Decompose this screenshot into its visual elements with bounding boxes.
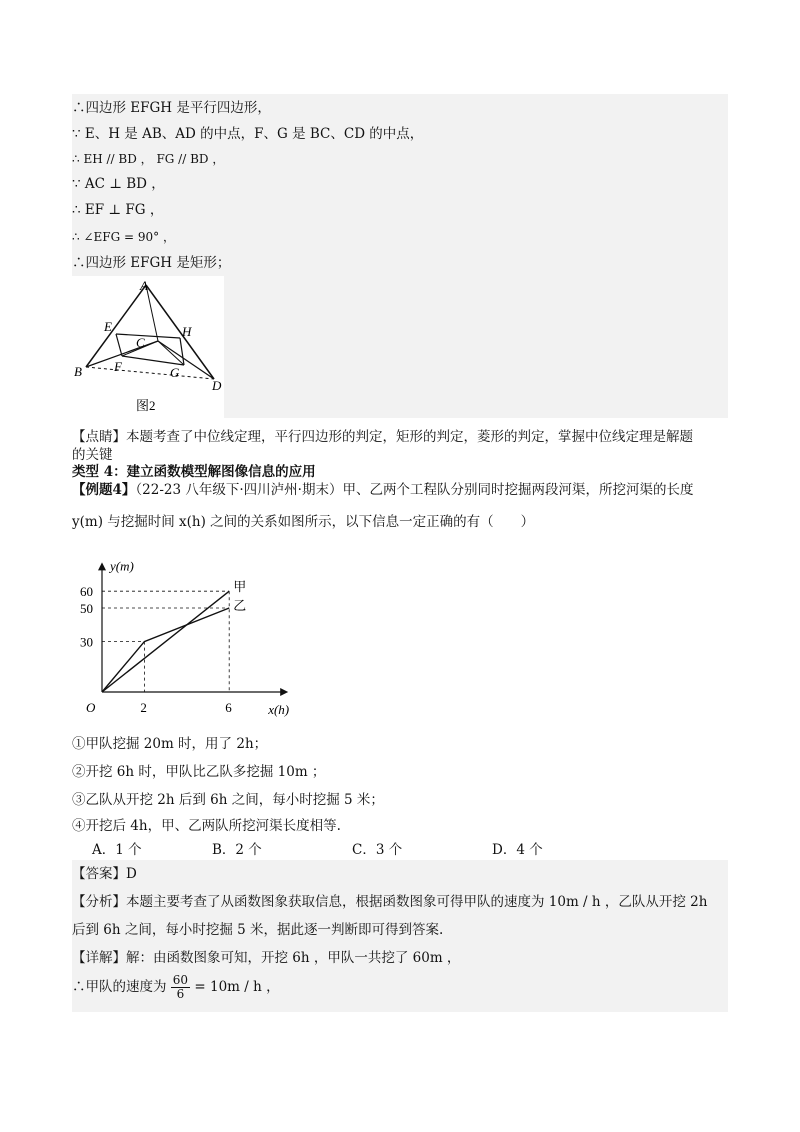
y-axis-label: y(m) <box>110 558 134 574</box>
label-d: D <box>212 378 222 393</box>
choice-a[interactable]: A．1 个 <box>92 842 142 858</box>
series-line-1 <box>102 608 229 692</box>
choice-b[interactable]: B．2 个 <box>212 842 262 858</box>
series-label-0: 甲 <box>233 579 247 595</box>
answer: 【答案】D <box>72 866 137 882</box>
label-e: E <box>104 319 112 334</box>
origin-label: O <box>86 700 96 715</box>
choice-c[interactable]: C．3 个 <box>352 842 403 858</box>
detail-line-2 <box>72 972 280 1002</box>
detail-prefix: ∴甲队的速度为 <box>72 979 167 995</box>
statement-2: ②开挖 6h 时，甲队比乙队多挖掘 10m ； <box>72 764 326 780</box>
proof-line-5: ∴ EF ⊥ FG ， <box>72 202 164 218</box>
example-line-1 <box>72 480 693 500</box>
proof-line-1: ∴四边形 EFGH 是平行四边形， <box>72 100 271 116</box>
figure-caption: 图2 <box>136 398 156 413</box>
proof-line-7: ∴四边形 EFGH 是矩形； <box>72 255 231 271</box>
x-axis-arrow <box>280 688 288 696</box>
x-axis-label: x(h) <box>268 702 290 717</box>
proof-line-4: ∵ AC ⊥ BD ， <box>72 176 165 192</box>
type-heading: 类型 4：建立函数模型解图像信息的应用 <box>72 464 316 480</box>
function-chart <box>72 536 312 726</box>
label-f: F <box>114 359 122 374</box>
y-tick-label-1: 50 <box>80 601 93 616</box>
proof-line-6: ∴ ∠EFG = 90° ， <box>72 230 175 244</box>
example-text-1: （22-23 八年级下·四川泸州·期末）甲、乙两个工程队分别同时挖掘两段河渠，所挖河渠的长度 <box>135 482 694 498</box>
proof-line-3: ∴ EH // BD ， FG // BD ， <box>72 152 225 166</box>
speed-fraction <box>171 974 190 1001</box>
label-c: C <box>136 335 145 350</box>
label-h: H <box>182 324 192 339</box>
fraction-numerator: 60 <box>172 973 189 987</box>
fraction-denominator: 6 <box>176 987 185 1001</box>
label-g: G <box>170 365 180 380</box>
detail-suffix: = 10m / h ， <box>194 979 280 995</box>
comment-line-2: 的关键 <box>72 447 113 463</box>
analysis-line-1: 【分析】本题主要考查了从函数图象获取信息，根据函数图象可得甲队的速度为 10m / h ，乙队从开挖 2h <box>72 894 708 910</box>
proof-line-2: ∵ E、H 是 AB、AD 的中点，F、G 是 BC、CD 的中点， <box>72 126 424 142</box>
figure-2-diagram <box>72 276 224 418</box>
detail-line-1: 【详解】解：由函数图象可知，开挖 6h ，甲队一共挖了 60m ， <box>72 950 461 966</box>
y-tick-label-0: 30 <box>80 634 93 650</box>
choice-d[interactable]: D．4 个 <box>492 842 543 858</box>
statement-4: ④开挖后 4h，甲、乙两队所挖河渠长度相等. <box>72 818 341 834</box>
example-line-2: y(m) 与挖掘时间 x(h) 之间的关系如图所示，以下信息一定正确的有（ ） <box>72 514 535 530</box>
statement-1: ①甲队挖掘 20m 时，用了 2h； <box>72 736 268 752</box>
label-b: B <box>74 364 82 379</box>
series-label-1: 乙 <box>233 598 247 613</box>
y-tick-label-2: 60 <box>80 584 93 600</box>
analysis-line-2: 后到 6h 之间，每小时挖掘 5 米，据此逐一判断即可得到答案. <box>72 922 444 938</box>
x-tick-label-1: 6 <box>225 700 232 715</box>
comment-line-1: 【点睛】本题考查了中位线定理，平行四边形的判定，矩形的判定，菱形的判定，掌握中位线定理是解题 <box>72 429 693 445</box>
y-axis-arrow <box>98 562 106 570</box>
x-tick-label-0: 2 <box>140 700 147 715</box>
label-a: A <box>140 278 148 293</box>
example-label: 【例题4】 <box>72 482 136 498</box>
statement-3: ③乙队从开挖 2h 后到 6h 之间，每小时挖掘 5 米； <box>72 792 384 808</box>
